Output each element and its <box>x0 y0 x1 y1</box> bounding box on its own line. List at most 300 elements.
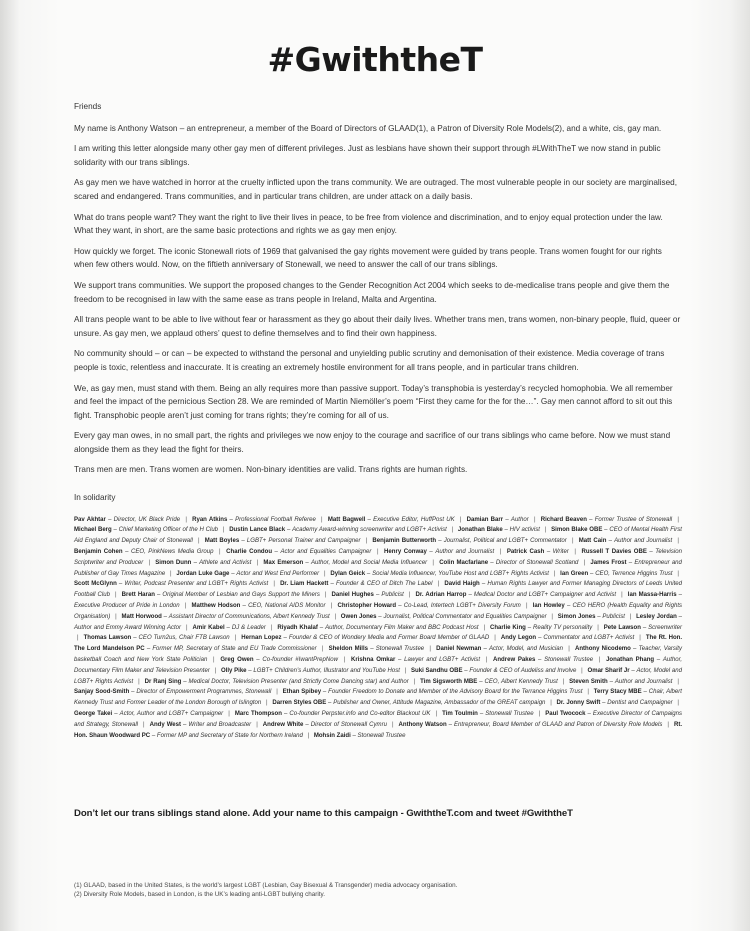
signatory: Dustin Lance Black – Academy Award-winning screenwriter and LGBT+ Activist <box>229 527 447 534</box>
signatory-role: CEO, PinkNews Media Group <box>130 549 214 556</box>
signatory: The Rt. Hon. The Lord Mandelson PC – Former MP, Secretary of State and EU Trade Commissioner <box>74 635 683 653</box>
signatory: Benjamin Butterworth – Journalist, Political and LGBT+ Commentator <box>372 538 567 545</box>
separator: | <box>234 635 237 642</box>
signatory-role: Dentist and Campaigner <box>607 700 673 707</box>
signatory-role: Writer and Broadcaster <box>188 721 252 728</box>
separator: | <box>429 646 431 653</box>
signatory-name: Andy West <box>149 721 182 728</box>
signatory-name: Russell T Davies OBE <box>581 549 647 556</box>
signatory-name: Ethan Spibey <box>282 689 322 696</box>
separator: | <box>148 559 151 566</box>
signatory: Brett Haran – Original Member of Lesbian and Gays Support the Miners <box>121 592 320 599</box>
separator: | <box>581 667 583 674</box>
signatory: Jonathan Phang – Author, Documentary Film Maker and Television Presenter <box>74 657 683 674</box>
separator: | <box>170 570 172 577</box>
separator: | <box>343 657 346 664</box>
separator: | <box>499 549 502 556</box>
signatory-role: Social Media Influencer, YouTube Host and LGBT+ Rights Activist <box>372 570 549 577</box>
signatory-name: Matt Cain <box>578 538 607 545</box>
signatory-role: Former MP, Secretary of State and EU Trade Commissioner <box>152 646 317 653</box>
signatory-role: Co-Lead, Intertech LGBT+ Diversity Forum <box>403 603 521 610</box>
signatory: Andy Legon – Commentator and LGBT+ Activist <box>500 635 635 642</box>
signatory-role: Journalist, Political and LGBT+ Commentator <box>443 538 567 545</box>
signatory-name: Sanjay Sood-Smith <box>74 689 130 696</box>
signatory: Krishna Omkar – Lawyer and LGBT+ Activist <box>350 657 481 664</box>
signatory-name: Suki Sandhu OBE <box>411 667 463 674</box>
signatory: Ian Green – CEO, Terrence Higgins Trust <box>560 570 673 577</box>
signatory-name: Pete Lawson <box>603 624 641 631</box>
separator: | <box>213 657 215 664</box>
signatory-name: Patrick Cash <box>506 549 545 556</box>
signatory-role: Director of Empowerment Programmes, Stonewall <box>136 689 272 696</box>
signatory-role: Author, Documentary Film Maker and Television Presenter <box>74 657 683 674</box>
footnote: (2) Diversity Role Models, based in London, is the UK’s leading anti-LGBT bullying charity. <box>74 890 325 898</box>
signatory: Owen Jones – Journalist, Political Commentator and Equalities Campaigner <box>340 613 547 620</box>
separator: | <box>538 711 541 717</box>
signatory: Riyadh Khalaf – Author, Documentary Film Maker and BBC Podcast Host <box>277 624 479 631</box>
separator: | <box>544 527 547 534</box>
signatory-name: Dr Ranj Sing <box>144 678 182 685</box>
signatory-name: Matthew Hodson <box>191 603 241 610</box>
separator: | <box>629 613 632 620</box>
signatory-role: Author, Documentary Film Maker and BBC Podcast Host <box>325 624 479 631</box>
signatory-role: Teacher, Varsity basketball Coach and New York State Politician <box>74 646 682 664</box>
signatory-name: Max Emerson <box>263 559 304 566</box>
signatory: Simon Blake OBE – CEO of Mental Health First Aid England and Deputy Chair of Stonewall <box>74 527 682 545</box>
signatory-name: Ryan Atkins <box>192 516 228 523</box>
signatory: Michael Berg – Chief Marketing Officer of the H Club <box>74 527 219 534</box>
signatory-name: Charlie King <box>490 624 526 631</box>
signatory-name: Henry Conway <box>384 549 427 556</box>
signatory: Sheldon Mills – Stonewall Trustee <box>328 646 425 653</box>
separator: | <box>677 538 679 545</box>
signatory: David Haigh – Human Rights Lawyer and Former Managing Directors of Leeds United Football Club <box>74 581 682 599</box>
signatory: Paul Twocock – Executive Director of Campaigns and Strategy, Stonewall <box>74 711 683 728</box>
signatory-role: Chair, Albert Kennedy Trust and Former Leader of the London Borough of Islington <box>74 689 682 707</box>
separator: | <box>459 516 462 523</box>
greeting: Friends <box>74 102 102 111</box>
signatory: Anthony Nicodemo – Teacher, Varsity basketball Coach and New York State Politician <box>74 646 682 664</box>
signatory: Matthew Hodson – CEO, National AIDS Monitor <box>191 603 326 610</box>
signatory-name: Thomas Lawson <box>83 635 132 642</box>
separator: | <box>198 538 200 545</box>
separator: | <box>266 700 268 707</box>
signatory: Andy West – Writer and Broadcaster <box>149 721 252 728</box>
separator: | <box>365 538 368 545</box>
separator: | <box>583 559 586 566</box>
signatory: Damian Barr – Author <box>466 516 529 523</box>
signatory-role: CEO, National AIDS Monitor <box>248 603 326 610</box>
signatory-name: Pav Akhtar <box>74 516 106 523</box>
separator: | <box>324 592 327 599</box>
signatory-name: George Takei <box>74 711 113 717</box>
call-to-action: Don’t let our trans siblings stand alone. Add your name to this campaign - GwiththeT.com and tweet #GwiththeT <box>74 808 573 819</box>
signatory-role: Author and Journalist <box>435 549 495 556</box>
separator: | <box>485 657 488 664</box>
signatory: Olly Pike – LGBT+ Children’s Author, Illustrator and YouTube Host <box>220 667 400 674</box>
signatory: Charlie Condou – Actor and Equalities Campaigner <box>226 549 372 556</box>
separator: | <box>533 516 536 523</box>
separator: | <box>568 646 570 653</box>
signatory: Marc Thompson – Co-founder Perpster.info and Co-editor Blackout UK <box>234 711 431 717</box>
signatory: Daniel Hughes – Publicist <box>331 592 404 599</box>
signatory-role: Athlete and Activist <box>199 559 252 566</box>
signatory-name: Steven Smith <box>569 678 608 685</box>
signatory-name: Matt Boyles <box>204 538 240 545</box>
separator: | <box>270 624 273 631</box>
separator: | <box>562 678 565 685</box>
signatory-role: Director, UK Black Pride <box>113 516 181 523</box>
solidarity-label: In solidarity <box>74 493 116 503</box>
signatory-role: Entrepreneur, Board Member of GLAAD and Patron of Diversity Role Models <box>454 721 663 728</box>
signatory: Richard Beaven – Former Trustee of Stonewall <box>540 516 673 523</box>
separator: | <box>321 516 323 523</box>
separator: | <box>214 667 217 674</box>
signatory-name: Jonathan Phang <box>606 657 655 664</box>
signatory-name: Christopher Howard <box>337 603 397 610</box>
signatory-role: CEO of Mental Health First Aid England and Deputy Chair of Stonewall <box>74 527 682 545</box>
separator: | <box>677 516 679 523</box>
signatory-role: Actor, Model and LGBT+ Rights Activist <box>74 667 682 685</box>
signatory-role: Stonewall Trustee <box>357 732 406 739</box>
separator: | <box>408 592 411 599</box>
paragraph: My name is Anthony Watson – an entrepreneur, a member of the Board of Directors of GLAAD(1), a Patron of Diversity Role Models(2), and a white, cis, gay man. <box>74 123 662 133</box>
signatory-name: Charlie Condou <box>226 549 273 556</box>
signatory: Ethan Spibey – Founder Freedom to Donate and Member of the Advisory Board for the Terrance Higgins Trust <box>282 689 583 696</box>
signatory: Colin Macfarlane – Director of Stonewall Scotland <box>439 559 579 566</box>
signatory-role: Stonewall Trustee <box>544 657 594 664</box>
separator: | <box>256 559 259 566</box>
separator: | <box>228 711 230 717</box>
signatory-name: Omar Sharif Jr <box>587 667 630 674</box>
separator: | <box>677 570 679 577</box>
paragraph: How quickly we forget. The iconic Stonewall riots of 1969 that galvanised the gay rights movement were guided by trans people. Trans women fought for our rights when few others would. Now, on the fiftieth anniversary of Stonewall, we need to answer the call of our trans siblings. <box>74 246 662 270</box>
signatory-role: CEO Turn2us, Chair FTB Lawson <box>138 635 230 642</box>
separator: | <box>451 527 454 534</box>
signatory-role: LGBT+ Personal Trainer and Campaigner <box>246 538 361 545</box>
signatory-role: Journalist, Political Commentator and Equalities Campaigner <box>383 613 547 620</box>
separator: | <box>185 516 187 523</box>
signatory-name: The Rt. Hon. The Lord Mandelson PC <box>74 635 683 653</box>
signatory: Sanjay Sood-Smith – Director of Empowerment Programmes, Stonewall <box>74 689 272 696</box>
signatory-role: Former MP and Secretary of State for Northern Ireland <box>156 732 303 739</box>
signatory: George Takei – Actor, Author and LGBT+ Campaigner <box>74 711 224 717</box>
paragraph: Every gay man owes, in no small part, the rights and privileges we now enjoy to the courage and sacrifice of our trans siblings who came before. Now we must stand alongside them as they lead the fight for theirs. <box>74 431 671 454</box>
signatory-role: Writer, Podcast Presenter and LGBT+ Rights Activist <box>124 581 269 588</box>
page-title: #GwiththeT <box>267 40 483 79</box>
signatory-list <box>74 515 682 742</box>
signatory-name: Colin Macfarlane <box>439 559 489 566</box>
signatory: Ian Massa-Harris – Executive Producer of Pride in London <box>74 592 682 610</box>
separator: | <box>115 592 117 599</box>
signatory: Greg Owen – Co-founder #IwantPrepNow <box>220 657 338 664</box>
signatory-name: Jonathan Blake <box>457 527 503 534</box>
signatory: Dr. Jonny Swift – Dentist and Campaigner <box>556 700 673 707</box>
signatory-role: Director of Stonewall Scotland <box>495 559 579 566</box>
paragraph: All trans people want to be able to live without fear or harassment as they go about their daily lives. Whether trans men, trans women, non-binary people, fluid, queer or unsure. As gay men, we applaud others’ quest to define themselves and to find their own happiness. <box>74 315 681 338</box>
signatory-name: Andrew Pakes <box>493 657 536 664</box>
signatory-name: Ian Massa-Harris <box>627 592 677 599</box>
signatory-role: Chief Marketing Officer of the H Club <box>118 527 219 534</box>
signatory-role: Medical Doctor, Television Presenter (and Strictly Come Dancing star) and Author <box>188 678 409 685</box>
signatory-role: Author and Emmy Award Winning Actor <box>74 624 182 631</box>
separator: | <box>276 689 278 696</box>
separator: | <box>621 592 623 599</box>
signatory-name: Dustin Lance Black <box>229 527 286 534</box>
signatory-role: CEO HERO (Health Equality and Rights Organisation) <box>74 603 683 620</box>
signatory-role: CEO, Terrence Higgins Trust <box>595 570 673 577</box>
signatory: Pete Lawson – Screenwriter <box>603 624 683 631</box>
signatory-name: Matt Bagwell <box>327 516 366 523</box>
signatory: Ryan Atkins – Professional Football Referee <box>192 516 316 523</box>
signatory-role: Founder & CEO of Audeliss and Involve <box>469 667 577 674</box>
signatory-name: Benjamin Butterworth <box>372 538 437 545</box>
signatory: Suki Sandhu OBE – Founder & CEO of Audeliss and Involve <box>411 667 577 674</box>
signatory: Ian Howley – CEO HERO (Health Equality and Rights Organisation) <box>74 603 683 620</box>
signatory-name: Brett Haran <box>121 592 155 599</box>
signatory-name: Jordan Luke Gage <box>176 570 230 577</box>
separator: | <box>391 721 394 728</box>
signatory-name: Dr. Jonny Swift <box>556 700 601 707</box>
signatory: Dylan Geick – Social Media Influencer, YouTube Host and LGBT+ Rights Activist <box>330 570 549 577</box>
signatory-role: Entrepreneur and Publisher of Gay Times Magazine <box>74 559 682 577</box>
signatory: Jonathan Blake – HIV activist <box>457 527 540 534</box>
separator: | <box>553 570 556 577</box>
signatory-role: Academy Award-winning screenwriter and LGBT+ Activist <box>292 527 447 534</box>
paragraph: We support trans communities. We support the proposed changes to the Gender Recognition Act 2004 which seeks to de-medicalise trans people and give them the freedom to be recognised in law with the same ease as trans people in Ireland, Malta and Argentina. <box>74 280 670 304</box>
signatory-role: Publisher and Owner, Attitude Magazine, Ambassador of the GREAT campaign <box>333 700 546 707</box>
signatory: Dr Ranj Sing – Medical Doctor, Television Presenter (and Strictly Come Dancing star) and Author <box>144 678 409 685</box>
paragraph: No community should – or can – be expected to withstand the personal and unyielding public scrutiny and demonisation of their existence. Media coverage of trans people is toxic, relentless and inaccurate. It is creating an extremely hostile environment for all trans people, and in particular trans children. <box>74 349 665 372</box>
signatory: Dr. Adrian Harrop – Medical Doctor and LGBT+ Campaigner and Activist <box>415 592 617 599</box>
signatory-role: Director of Stonewall Cymru <box>310 721 387 728</box>
separator: | <box>483 624 486 631</box>
signatory-name: Ian Green <box>560 570 589 577</box>
signatory-role: CEO, Albert Kennedy Trust <box>484 678 558 685</box>
signatory: Patrick Cash – Writer <box>506 549 569 556</box>
signatory-role: Screenwriter <box>648 624 683 631</box>
signatory-role: Actor and Equalities Campaigner <box>280 549 372 556</box>
signatory-name: Dr. Adrian Harrop <box>415 592 467 599</box>
signatory-name: Marc Thompson <box>234 711 282 717</box>
separator: | <box>551 613 553 620</box>
letter-body <box>74 100 682 748</box>
signatory: Steven Smith – Author and Journalist <box>569 678 673 685</box>
signatory: Daniel Newman – Actor, Model, and Musician <box>436 646 564 653</box>
signatory: Rt. Hon. Shaun Woodward PC – Former MP and Secretary of State for Northern Ireland <box>74 721 683 739</box>
signatory-name: Rt. Hon. Shaun Woodward PC <box>74 721 683 739</box>
signatory-role: Publicist <box>381 592 404 599</box>
signatory-name: Simon Blake OBE <box>551 527 603 534</box>
signatory: Hernan Lopez – Founder & CEO of Wondery Media and Former Board Member of GLAAD <box>241 635 490 642</box>
signatory-name: Greg Owen <box>220 657 254 664</box>
separator: | <box>435 711 438 717</box>
separator: | <box>587 689 589 696</box>
signatory-name: Daniel Newman <box>436 646 482 653</box>
signatory: Scott McGlynn – Writer, Podcast Presenter and LGBT+ Rights Activist <box>74 581 269 588</box>
signatory-name: Simon Jones <box>557 613 596 620</box>
signatory-name: James Frost <box>590 559 627 566</box>
signatory-name: Andy Legon <box>500 635 537 642</box>
signatory: Russell T Davies OBE – Television Scriptwriter and Producer <box>74 549 682 566</box>
signatory-role: Publicist <box>602 613 625 620</box>
separator: | <box>574 549 576 556</box>
separator: | <box>571 538 574 545</box>
signatory-role: Television Scriptwriter and Producer <box>74 549 682 566</box>
signatory-role: Assistant Director of Communications, Albert Kennedy Trust <box>168 613 330 620</box>
paragraph: What do trans people want? They want the right to live their lives in peace, to be free from violence and discrimination, and to enjoy equal protection under the law. What they want, in short, are the same basic protections and rights we as gay men enjoy. <box>74 212 663 236</box>
signatory: Andrew Pakes – Stonewall Trustee <box>493 657 594 664</box>
signatory: Charlie King – Reality TV personality <box>490 624 593 631</box>
signatory: Simon Dunn – Athlete and Activist <box>155 559 252 566</box>
signatory-role: Medical Doctor and LGBT+ Campaigner and Activist <box>473 592 617 599</box>
separator: | <box>222 527 225 534</box>
signatory-name: Damian Barr <box>466 516 504 523</box>
signatory: Mohsin Zaidi – Stonewall Trustee <box>313 732 406 739</box>
signatory: Matt Cain – Author and Journalist <box>578 538 673 545</box>
signatory: Tim Sigsworth MBE – CEO, Albert Kennedy Trust <box>420 678 558 685</box>
separator: | <box>432 559 434 566</box>
signatory: Anthony Watson – Entrepreneur, Board Member of GLAAD and Patron of Diversity Role Models <box>398 721 663 728</box>
signatory-role: Executive Director of Campaigns and Strategy, Stonewall <box>74 711 683 728</box>
signatory-name: Olly Pike <box>220 667 247 674</box>
signatory-role: DJ & Leader <box>231 624 266 631</box>
signatory: Christopher Howard – Co-Lead, Intertech LGBT+ Diversity Forum <box>337 603 521 610</box>
signatory-name: Richard Beaven <box>540 516 587 523</box>
signatory-name: Hernan Lopez <box>241 635 282 642</box>
separator: | <box>598 657 601 664</box>
separator: | <box>376 549 379 556</box>
separator: | <box>494 635 496 642</box>
signatory-role: Actor, Model, and Musician <box>488 646 564 653</box>
signatory-name: Mohsin Zaidi <box>313 732 351 739</box>
separator: | <box>323 570 326 577</box>
signatory: Omar Sharif Jr – Actor, Model and LGBT+ Rights Activist <box>74 667 682 685</box>
signatory-role: Founder & CEO of Ditch The Label <box>335 581 433 588</box>
signatory-name: Dr. Liam Hackett <box>280 581 329 588</box>
signatory-name: Simon Dunn <box>155 559 192 566</box>
signatory: Jordan Luke Gage – Actor and West End Performer <box>176 570 320 577</box>
signatory-name: Paul Twocock <box>545 711 586 717</box>
signatory-name: Scott McGlynn <box>74 581 117 588</box>
separator: | <box>550 700 552 707</box>
paragraph: Trans men are men. Trans women are women. Non-binary identities are valid. Trans rights are human rights. <box>74 465 468 475</box>
separator: | <box>115 613 117 620</box>
separator: | <box>330 603 333 610</box>
paragraph: As gay men we have watched in horror at the cruelty inflicted upon the trans community. We are outraged. The most vulnerable people in our society are marginalised, scared and endangered. Trans communities, and in particular trans children, are under attack on a daily basis. <box>74 178 678 201</box>
signatory-role: Co-founder Perpster.info and Co-editor Blackout UK <box>289 711 431 717</box>
signatory-name: Tim Toulmin <box>442 711 478 717</box>
separator: | <box>334 613 337 620</box>
signatory-role: Stonewall Trustee <box>375 646 425 653</box>
signatory: Simon Jones – Publicist <box>557 613 625 620</box>
separator: | <box>321 646 324 653</box>
signatory: Matt Bagwell – Executive Editor, HuffPost UK <box>327 516 455 523</box>
separator: | <box>437 581 440 588</box>
separator: | <box>138 678 140 685</box>
separator: | <box>307 732 310 739</box>
signatory-role: LGBT+ Children’s Author, Illustrator and YouTube Host <box>253 667 400 674</box>
separator: | <box>184 603 187 610</box>
signatory: Pav Akhtar – Director, UK Black Pride <box>74 516 181 523</box>
signatory: Matt Boyles – LGBT+ Personal Trainer and Campaigner <box>204 538 361 545</box>
signatory-name: Daniel Hughes <box>331 592 374 599</box>
separator: | <box>143 721 145 728</box>
signatory-name: Lesley Jordan <box>636 613 677 620</box>
signatory-name: Riyadh Khalaf <box>277 624 318 631</box>
signatory-role: Lawyer and LGBT+ Activist <box>404 657 481 664</box>
signatory-role: Commentator and LGBT+ Activist <box>543 635 635 642</box>
signatory-role: Author and Journalist <box>614 538 673 545</box>
signatory-role: Professional Football Referee <box>235 516 316 523</box>
signatory-role: Executive Producer of Pride in London <box>74 603 180 610</box>
signatory-role: Actor and West End Performer <box>236 570 320 577</box>
signatory: Terry Stacy MBE – Chair, Albert Kennedy Trust and Former Leader of the London Borough of Islington <box>74 689 682 707</box>
signatory: Dr. Liam Hackett – Founder & CEO of Ditch The Label <box>280 581 433 588</box>
signatory: James Frost – Entrepreneur and Publisher of Gay Times Magazine <box>74 559 682 577</box>
signatory-name: Ian Howley <box>532 603 565 610</box>
signatory-name: Matt Horwood <box>121 613 162 620</box>
signatory-name: Owen Jones <box>340 613 377 620</box>
signatory-role: HIV activist <box>509 527 540 534</box>
signatory-name: Dylan Geick <box>330 570 366 577</box>
signatory-role: Reality TV personality <box>533 624 593 631</box>
paragraph: We, as gay men, must stand with them. Being an ally requires more than passive support. Today’s transphobia is yesterday’s recycled homophobia. We all remember and feel the impact of the pernicious Section 28. We are reminded of Martin Niemöller’s poem “First they came for the for the…”. Gay men cannot afford to sit out this fight. Transphobic people aren’t just coming for trans rights; they’re coming for all of us. <box>74 383 673 420</box>
separator: | <box>219 549 221 556</box>
signatory: Andrew White – Director of Stonewall Cymru <box>262 721 387 728</box>
separator: | <box>273 581 275 588</box>
separator: | <box>677 700 679 707</box>
signatory-name: Michael Berg <box>74 527 112 534</box>
signatory-name: Tim Sigsworth MBE <box>420 678 478 685</box>
signatory-role: Writer <box>552 549 569 556</box>
separator: | <box>185 624 188 631</box>
signatory: Henry Conway – Author and Journalist <box>384 549 495 556</box>
separator: | <box>77 635 79 642</box>
signatory-role: Founder & CEO of Wondery Media and Former Board Member of GLAAD <box>288 635 490 642</box>
signatory: Darren Styles OBE – Publisher and Owner, Attitude Magazine, Ambassador of the GREAT campaign <box>272 700 546 707</box>
footnotes <box>74 882 682 899</box>
signatory-name: Terry Stacy MBE <box>593 689 642 696</box>
footnote: (1) GLAAD, based in the United States, is the world’s largest LGBT (Lesbian, Gay Bisexual & Transgender) media advocacy organisation. <box>74 882 458 889</box>
signatory-name: Krishna Omkar <box>350 657 396 664</box>
separator: | <box>677 678 679 685</box>
signatory: Matt Horwood – Assistant Director of Communications, Albert Kennedy Trust <box>121 613 330 620</box>
signatory: Amir Kabel – DJ & Leader <box>192 624 266 631</box>
signatory-role: Executive Editor, HuffPost UK <box>373 516 455 523</box>
separator: | <box>256 721 258 728</box>
signatory: Tim Toulmin – Stonewall Trustee <box>442 711 534 717</box>
separator: | <box>597 624 599 631</box>
signatory-role: Co-founder #IwantPrepNow <box>262 657 338 664</box>
separator: | <box>639 635 641 642</box>
signatory: Benjamin Cohen – CEO, PinkNews Media Group <box>74 549 214 556</box>
signatory: Thomas Lawson – CEO Turn2us, Chair FTB Lawson <box>83 635 230 642</box>
signatory-role: Original Member of Lesbian and Gays Support the Miners <box>162 592 320 599</box>
signatory-name: Benjamin Cohen <box>74 549 123 556</box>
signatory: Max Emerson – Author, Model and Social Media Influencer <box>263 559 428 566</box>
signatory-name: Anthony Watson <box>398 721 447 728</box>
signatory-role: Former Trustee of Stonewall <box>594 516 673 523</box>
signatory-name: Anthony Nicodemo <box>574 646 631 653</box>
signatory-role: Stonewall Trustee <box>485 711 534 717</box>
signatory-name: David Haigh <box>444 581 480 588</box>
signatory-role: Author, Model and Social Media Influencer <box>310 559 428 566</box>
separator: | <box>404 667 407 674</box>
signatory-role: Author and Journalist <box>614 678 673 685</box>
paragraph: I am writing this letter alongside many other gay men of different privileges. Just as lesbians have shown their support through #LWithTheT we now stand in public solidarity with our trans siblings. <box>74 144 661 167</box>
separator: | <box>667 721 669 728</box>
